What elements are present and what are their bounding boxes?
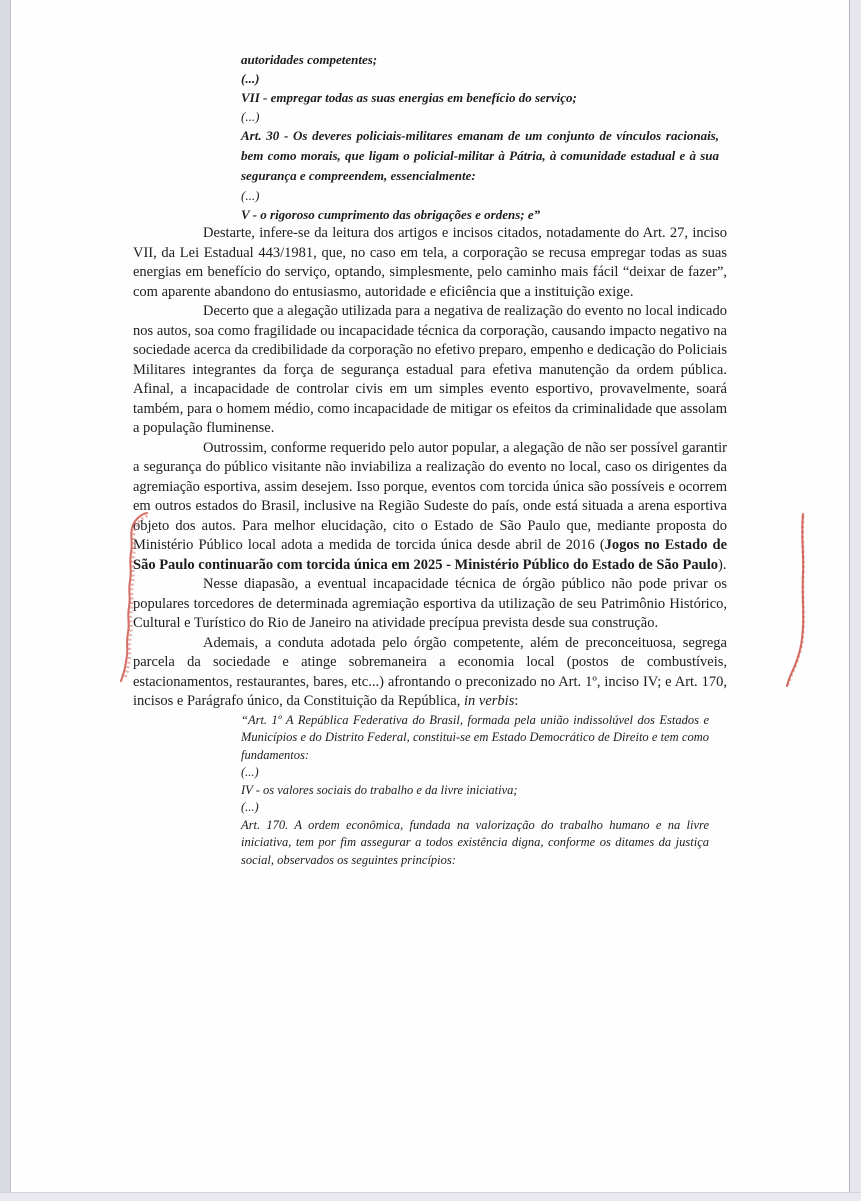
paragraph-nesse-diapasao: Nesse diapasão, a eventual incapacidade técnica de órgão público não pode privar os populares torcedores de determinada agremiação esportiva da utilização de seu Patrimônio Histórico, Cultural e Turístico do Rio de Janeiro na atividade precípua prevista desde sua construção. (133, 576, 727, 631)
quote-ellipsis-separator-1: (...) (241, 109, 260, 124)
scan-edge-right (849, 0, 861, 1200)
paragraph-decerto: Decerto que a alegação utilizada para a negativa de realização do evento no local indicado nos autos, soa como fragilidade ou incapacidade técnica da corporação, causando impacto negativo na sociedade acerca da credibilidade da corporação no efetivo preparo, empenho e dedicação do Policiais Militares integrantes da força de segurança estadual para efetiva manutenção da ordem pública. Afinal, a incapacidade de controlar civis em um simples evento esportivo, provavelmente, soará também, para o homem médio, como incapacidade de mitigar os efeitos da criminalidade que assolam a população fluminense. (133, 303, 727, 436)
quote-article-30-paragraph: Art. 30 - Os deveres policiais-militares emanam de um conjunto de vínculos racionais, bem como morais, que ligam o policial-militar à Pátria, à comunidade estadual e à sua segurança e compreendem, essencialmente: (241, 128, 719, 183)
constitution-quote-block-bottom (241, 712, 709, 870)
paragraph-outrossim: Outrossim, conforme requerido pelo autor popular, a alegação de não ser possível garantir a segurança do público visitante não inviabiliza a realização do evento no local, caso os dirigentes da agremiação esportiva, assim desejem. Isso porque, eventos com torcida única são possíveis e ocorrem em outros estados do Brasil, inclusive na Região Sudeste do país, onde está situada a arena esportiva objeto dos autos. Para melhor elucidação, cito o Estado de São Paulo que, mediante proposta do Ministério Público local adota a medida de torcida única desde abril de 2016 (Jogos no Estado de São Paulo continuarão com torcida única em 2025 - Ministério Público do Estado de São Paulo). (133, 439, 728, 573)
quote-article-1-paragraph: “Art. 1º A República Federativa do Brasil, formada pela união indissolúvel dos Estados e Municípios e do Distrito Federal, constitui-se em Estado Democrático de Direito e tem como fundamentos: (241, 712, 709, 762)
statute-quote-block-top (241, 50, 719, 224)
scan-edge-left (0, 0, 11, 1200)
quote-ellipsis-separator-4: (...) (241, 800, 259, 814)
quote-ellipsis-1: (...) (241, 71, 260, 86)
paragraph-ademais: Ademais, a conduta adotada pelo órgão competente, além de preconceituosa, segrega parcela da sociedade e atinge sobremaneira a economia local (postos de combustíveis, estacionamentos, restaurantes, bares, etc...) afrontando o preconizado no Art. 1º, inciso IV; e Art. 170, incisos e Parágrafo único, da Constituição da República, in verbis: (133, 634, 727, 709)
quote-ellipsis-separator-3: (...) (241, 765, 259, 779)
quote-line-inciso-vii: VII - empregar todas as suas energias em benefício do serviço; (241, 90, 577, 105)
quote-line-autoridades: autoridades competentes; (241, 52, 378, 67)
quote-ellipsis-separator-2: (...) (241, 188, 260, 203)
paragraph-destarte: Destarte, infere-se da leitura dos artigos e incisos citados, notadamente do Art. 27, inciso VII, da Lei Estadual 443/1981, que, no caso em tela, a corporação se recusa empregar todas as suas energias em benefício do serviço, optando, simplesmente, pelo caminho mais fácil “deixar de fazer”, com aparente abandono do entusiasmo, autoridade e eficiência que a instituição exige. (133, 225, 727, 300)
legal-document-text (133, 50, 727, 869)
quote-line-inciso-iv: IV - os valores sociais do trabalho e da livre iniciativa; (241, 782, 518, 797)
quote-line-inciso-v: V - o rigoroso cumprimento das obrigações e ordens; e” (241, 207, 541, 222)
quote-article-170-paragraph: Art. 170. A ordem econômica, fundada na valorização do trabalho humano e na livre iniciativa, tem por fim assegurar a todos existência digna, conforme os ditames da justiça social, observados os seguintes princípios: (241, 817, 709, 867)
